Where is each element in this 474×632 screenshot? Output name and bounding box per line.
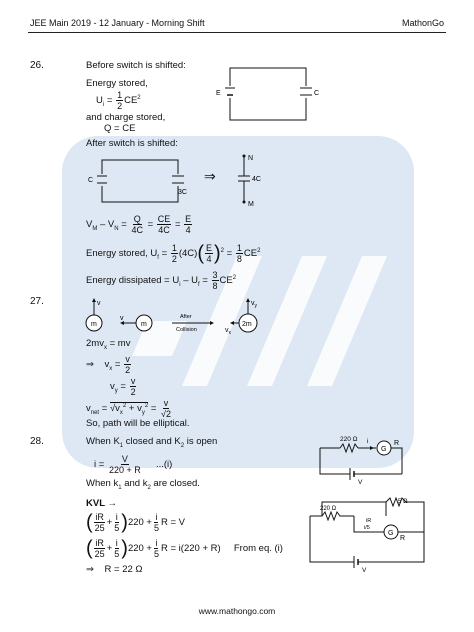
velocity-vy-label: $v_y$	[251, 300, 257, 309]
galvanometer-label-2: G	[388, 530, 394, 537]
fraction-numerator: v	[163, 398, 169, 408]
q26-ui-equation	[96, 90, 141, 111]
kvl2-rhs: R = i(220 + R)	[161, 543, 221, 555]
q26-energy-dissipated	[86, 270, 236, 291]
fraction-numerator: v	[130, 376, 136, 386]
equals-sign: =	[120, 381, 126, 393]
exponent: 2	[122, 402, 127, 409]
fraction-denominator: 4C	[158, 225, 170, 235]
q26-charge-equation: Q = CE	[104, 123, 136, 134]
after-label: After	[180, 314, 192, 320]
q27-vy-equation	[110, 376, 138, 397]
four-c-term: (4C)	[178, 248, 198, 260]
fraction-q-4c	[130, 214, 144, 235]
q26-voltage-equation	[86, 214, 193, 235]
mass-2m-label: 2m	[242, 321, 252, 328]
fraction-denominator: 25	[94, 549, 105, 559]
q26-after-heading: After switch is shifted:	[86, 138, 178, 149]
fraction-i-5b	[153, 512, 160, 533]
i5-label: i/5	[364, 525, 370, 531]
k2-subscript: 2	[147, 484, 151, 491]
equals-sign: =	[226, 248, 233, 260]
q28-result	[86, 564, 143, 575]
exponent: 2	[257, 247, 261, 254]
and-k-label: and k	[121, 478, 148, 489]
fraction-numerator: 1	[236, 243, 242, 253]
mass-m2-label: m	[141, 321, 147, 328]
fraction-numerator: i	[115, 538, 118, 548]
i-equals: i =	[94, 459, 105, 471]
question-number-26: 26.	[30, 60, 44, 71]
fraction-denominator: 2	[125, 365, 131, 375]
q28-condition-1	[86, 436, 217, 449]
is-open-label: is open	[184, 436, 218, 447]
galvanometer-label: G	[381, 446, 387, 453]
mass-m-label: m	[91, 321, 97, 328]
ce-term: CE	[124, 95, 138, 107]
velocity-v-label: v	[97, 300, 101, 307]
q27-collision-diagram	[80, 296, 280, 336]
equals-sign: =	[174, 219, 181, 231]
x-subscript: x	[103, 344, 107, 351]
kvl1-220: 220 +	[127, 517, 152, 529]
energy-stored-label: Energy stored, U	[86, 248, 158, 260]
header-divider	[28, 32, 446, 33]
node-m-label: M	[248, 201, 254, 208]
current-i-label: i	[367, 438, 369, 445]
fraction-v-220r	[108, 454, 142, 475]
fraction-denominator: 8	[236, 254, 242, 264]
vnet-symbol: v	[86, 403, 91, 415]
vx-symbol: v	[104, 359, 110, 371]
x-subscript: x	[109, 365, 113, 372]
kvl-heading: KVL →	[86, 498, 117, 509]
fraction-i-5b	[153, 538, 160, 559]
cap-4c-label: 4C	[252, 176, 261, 183]
fraction-denominator: 5	[114, 523, 120, 533]
fraction-numerator: iR	[95, 538, 104, 548]
circuit-c2-label: C	[88, 177, 94, 184]
fraction-numerator: iR	[95, 512, 104, 522]
exponent: 2	[144, 402, 149, 409]
fraction-i-5	[113, 538, 120, 559]
fraction-denominator: √2	[161, 409, 171, 419]
resistor-5-label: 5 Ω	[398, 499, 408, 505]
fraction-numerator: i	[115, 512, 118, 522]
node-n-label: N	[248, 155, 254, 162]
voltage-v-label: V	[358, 479, 363, 486]
result-value: R = 22 Ω	[104, 564, 143, 575]
y-subscript: y	[141, 409, 145, 416]
minus-v: – V	[97, 219, 115, 231]
ce-term: CE	[243, 248, 258, 260]
momentum-rhs: = mv	[106, 338, 131, 349]
q27-momentum-equation	[86, 338, 130, 351]
fraction-half	[116, 90, 123, 111]
fraction-numerator: 1	[171, 243, 177, 253]
fraction-ce-4c	[157, 214, 172, 235]
equals-sign: =	[101, 403, 108, 415]
fraction-denominator: 2	[171, 254, 177, 264]
q27-vx-equation	[86, 354, 132, 375]
ui-symbol: U	[96, 95, 103, 107]
x-subscript: x	[119, 409, 123, 416]
exponent: 2	[220, 247, 225, 254]
fraction-1-8	[236, 243, 243, 264]
are-closed-label: are closed.	[150, 478, 200, 489]
f-subscript: f	[157, 254, 159, 261]
k1-subscript: 1	[118, 484, 122, 491]
n-subscript: N	[114, 225, 119, 232]
fraction-denominator: 5	[153, 523, 159, 533]
sqrt-expression: $√v_x^2 + v_y^2$	[109, 402, 149, 416]
ir25-label: iR	[366, 518, 372, 524]
ce-term: CE	[219, 275, 233, 287]
kvl1-rv: R = V	[161, 517, 186, 529]
q27-vnet-equation	[86, 398, 173, 419]
equals-sign: =	[161, 248, 168, 260]
fraction-numerator: V	[121, 454, 128, 464]
momentum-lhs: 2mv	[86, 338, 104, 349]
equals-sign: =	[202, 275, 208, 287]
sqrt-vx: √v	[109, 403, 120, 415]
q28-current-equation	[94, 454, 172, 475]
when-k-label: When k	[86, 478, 119, 489]
equals-sign: =	[121, 219, 127, 231]
exponent: 2	[232, 274, 237, 281]
q28-circuit-1	[310, 434, 420, 490]
f-subscript: f	[198, 281, 200, 288]
equals-sign: =	[150, 403, 157, 415]
implies-arrow: ⇒	[204, 168, 216, 184]
fraction-numerator: 3	[212, 270, 218, 280]
fraction-numerator: i	[155, 512, 158, 522]
q28-circuit-2	[298, 496, 438, 576]
resistance-r-label: R	[394, 440, 400, 447]
fraction-denominator: 2	[117, 101, 123, 111]
footer-url: www.mathongo.com	[198, 606, 276, 616]
y-subscript: y	[114, 387, 118, 394]
fraction-denominator: 5	[114, 549, 120, 559]
q26-before-heading: Before switch is shifted:	[86, 60, 186, 71]
fraction-denominator: 220 + R	[108, 465, 141, 475]
fraction-v-2	[124, 354, 131, 375]
fraction-v-2	[130, 376, 137, 397]
v-symbol: V	[86, 219, 93, 231]
fraction-3-8	[212, 270, 219, 291]
q27-conclusion: So, path will be elliptical.	[86, 418, 190, 429]
vy-symbol: v	[110, 381, 115, 393]
fraction-denominator: 4	[185, 225, 191, 235]
when-k-label: When K	[86, 436, 120, 447]
kvl2-220: 220 +	[127, 543, 152, 555]
fraction-numerator: 1	[117, 90, 123, 100]
q26-charge-label: and charge stored,	[86, 112, 166, 123]
collision-label: Collision	[176, 327, 197, 333]
circuit-3c-label: 3C	[178, 189, 187, 196]
fraction-i-5	[113, 512, 120, 533]
fraction-e-4	[184, 214, 192, 235]
k2-subscript: 2	[180, 442, 185, 449]
q26-energy-stored-label: Energy stored,	[86, 78, 148, 89]
fraction-numerator: E	[205, 243, 212, 253]
fraction-half	[171, 243, 178, 264]
fraction-ir-25	[94, 512, 106, 533]
fraction-denominator: 8	[212, 281, 218, 291]
q26-circuit-before	[214, 64, 324, 124]
fraction-v-root2	[160, 398, 172, 419]
net-subscript: net	[90, 409, 100, 416]
circuit-e-label: E	[216, 90, 221, 97]
implies-symbol: ⇒	[86, 359, 94, 371]
equation-tag: ...(i)	[155, 459, 173, 471]
fraction-ir-25	[94, 538, 106, 559]
fraction-denominator: 25	[94, 523, 105, 533]
voltage-v-label-2: V	[362, 567, 367, 574]
question-number-27: 27.	[30, 296, 44, 307]
kvl-equation-1: ( $\frac{iR}{25}$ + $\frac{i}{5}$ )220 + $\frac{i}{5}$ R = V	[86, 511, 186, 534]
resistance-r-label-2: R	[400, 535, 406, 542]
kvl-equation-2: ( $\frac{iR}{25}$ + $\frac{i}{5}$ )220 + $\frac{i}{5}$ R = i(220 + R) From eq. (i)	[86, 537, 283, 560]
resistor-220-label-2: 220 Ω	[320, 506, 337, 512]
fraction-numerator: Q	[133, 214, 141, 224]
from-eq-label: From eq. (i)	[233, 543, 283, 555]
velocity-v2-label: v	[120, 315, 124, 322]
fraction-denominator: 4C	[131, 225, 143, 235]
fraction-denominator: 2	[130, 387, 136, 397]
fraction-numerator: CE	[157, 214, 171, 224]
equals-sign: =	[147, 219, 154, 231]
m-subscript: M	[92, 225, 98, 232]
ui-subscript: i	[102, 101, 105, 108]
header-title: JEE Main 2019 - 12 January - Morning Shift	[30, 18, 205, 28]
fraction-e-4	[205, 243, 213, 264]
q26-circuit-after	[88, 156, 196, 206]
equals-sign: =	[114, 359, 121, 371]
question-number-28: 28.	[30, 436, 44, 447]
q26-capacitor-4c	[232, 150, 272, 210]
closed-and-label: closed and K	[123, 436, 181, 447]
i-subscript: i	[179, 281, 181, 288]
k1-subscript: 1	[119, 442, 124, 449]
minus-u: – U	[180, 275, 198, 287]
energy-dissipated-label: Energy dissipated = U	[86, 275, 180, 287]
fraction-numerator: v	[125, 354, 130, 364]
header-brand: MathonGo	[401, 18, 444, 28]
fraction-denominator: 4	[206, 254, 212, 264]
fraction-numerator: E	[185, 214, 192, 224]
velocity-vx-label: $v_x$	[225, 327, 231, 336]
q26-energy-stored-after: Energy stored, $U_f$ = $\frac{1}{2}$ (4C)( $\frac{E}{4}$ )$^2$ = $\frac{1}{8}$ $CE^2$	[86, 242, 261, 265]
fraction-numerator: i	[155, 538, 158, 548]
exponent: 2	[137, 94, 141, 101]
resistor-220-label: 220 Ω	[340, 436, 358, 443]
circuit-c-label: C	[314, 90, 320, 97]
implies-symbol: ⇒	[86, 564, 94, 575]
q28-condition-2	[86, 478, 200, 491]
equals-sign: =	[106, 95, 113, 107]
fraction-denominator: 5	[153, 549, 159, 559]
